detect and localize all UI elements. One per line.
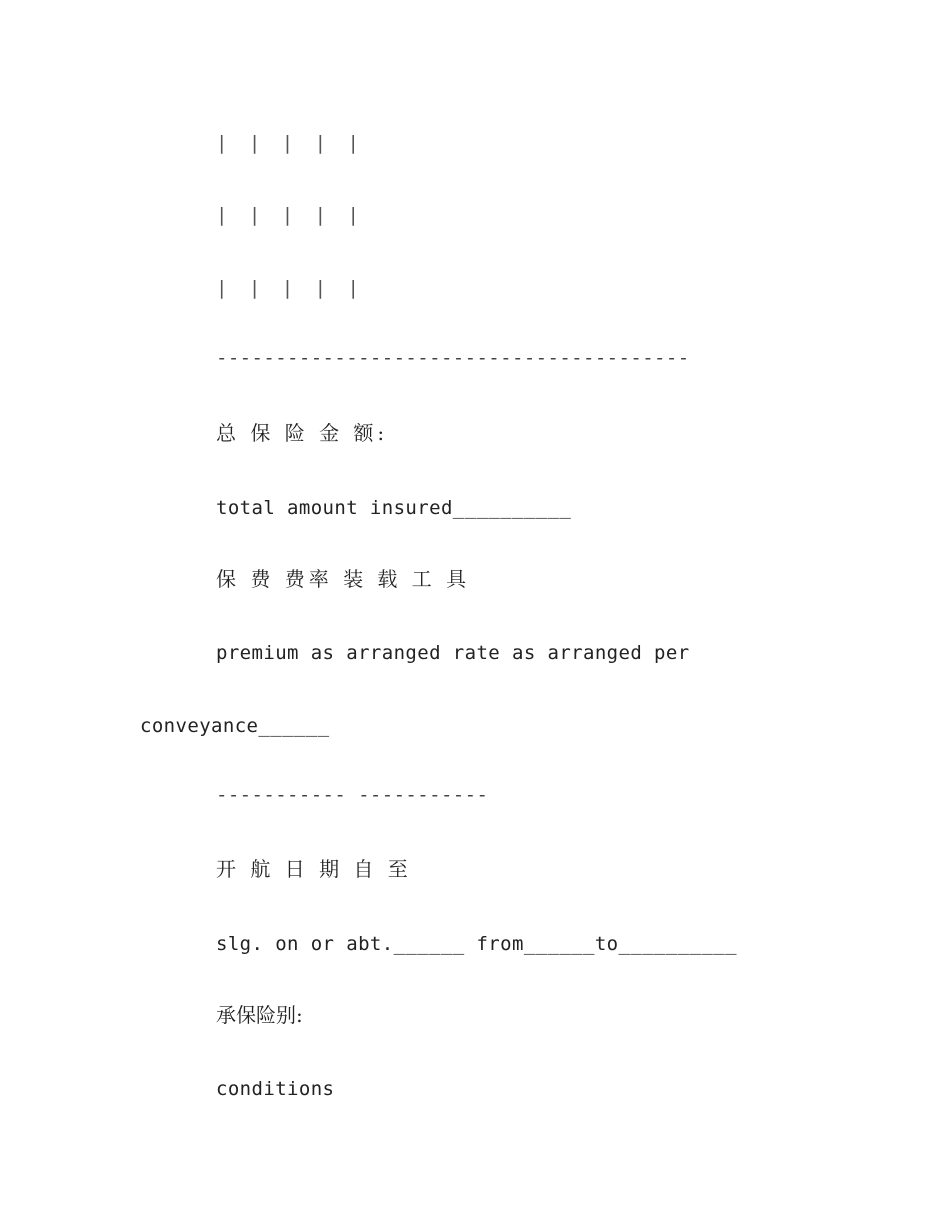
sailing-date-label-cn: 开 航 日 期 自 至 (216, 857, 412, 881)
sailing-date-label-en: slg. on or abt.______ from______to__________ (216, 933, 737, 955)
premium-label-cn: 保 费 费率 装 载 工 具 (216, 567, 471, 591)
separator-short: ----------- ----------- (216, 784, 489, 806)
premium-label-en-line1: premium as arranged rate as arranged per (216, 642, 690, 664)
conditions-label-en: conditions (216, 1078, 335, 1100)
separator-long: ---------------------------------------- (216, 347, 690, 369)
total-amount-label-cn: 总 保 险 金 额: (216, 421, 389, 445)
table-row-2: | | | | | (216, 204, 364, 226)
table-row-3: | | | | | (216, 277, 364, 299)
total-amount-label-en: total amount insured__________ (216, 497, 572, 519)
premium-label-en-line2: conveyance______ (140, 715, 330, 737)
conditions-label-cn: 承保险别: (216, 1003, 303, 1027)
table-row-1: | | | | | (216, 132, 364, 154)
